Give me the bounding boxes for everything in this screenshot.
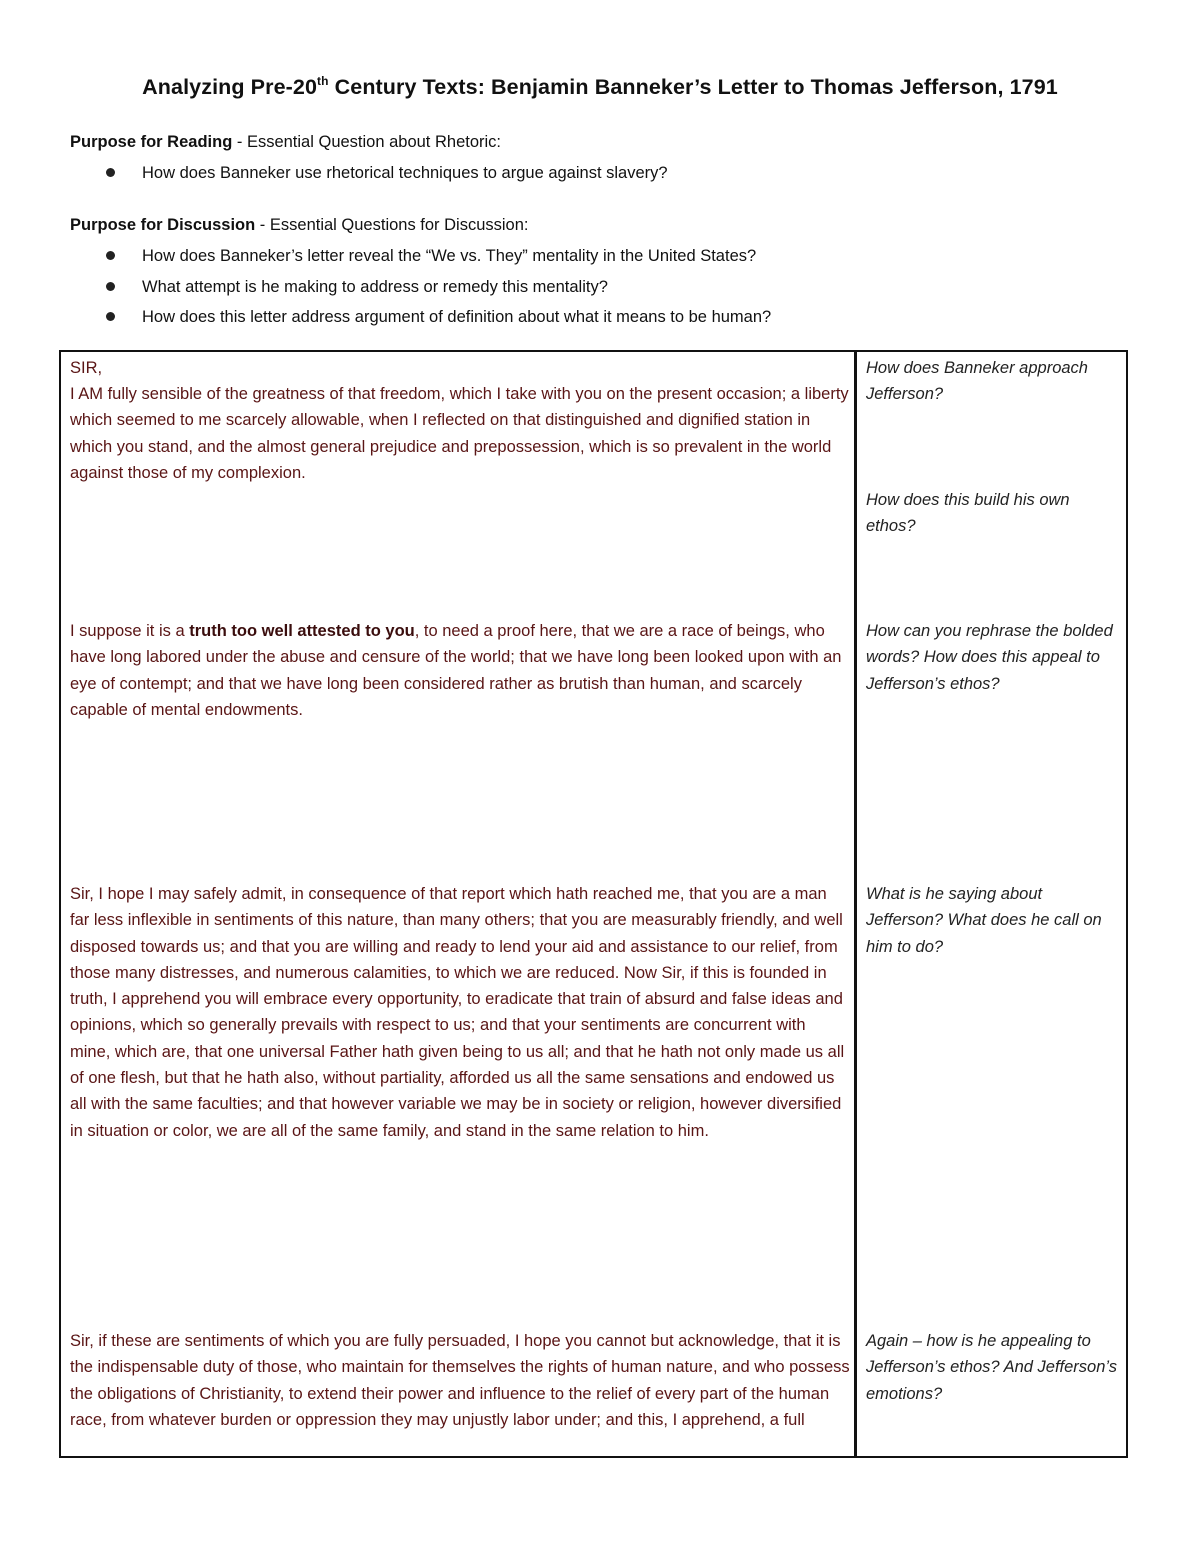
letter-salutation: SIR, (70, 359, 103, 377)
discussion-question: How does Banneker’s letter reveal the “We vs. They” mentality in the United States? (142, 247, 757, 265)
bullet-icon (106, 251, 115, 260)
column-divider (854, 350, 857, 1458)
title-prefix: Analyzing Pre-20 (142, 75, 318, 99)
margin-question-1: How does Banneker approach Jefferson? (866, 359, 1088, 404)
list-item (106, 163, 668, 194)
list-item (106, 277, 771, 308)
list-item (106, 246, 771, 277)
bullet-icon (106, 282, 115, 291)
reading-question: How does Banneker use rhetorical techniques to argue against slavery? (142, 164, 668, 182)
discussion-question: How does this letter address argument of definition about what it means to be human? (142, 308, 772, 326)
page-title (0, 75, 1200, 100)
reading-purpose-text: - Essential Question about Rhetoric: (232, 133, 502, 151)
letter-paragraph-4: Sir, if these are sentiments of which you are fully persuaded, I hope you cannot but acknowledge, that it is the indispensable duty of those, who maintain for themselves the rights of human nature, and who possess the obligations of Christianity, to extend their power and influence to the relief of every part of the human race, from whatever burden or oppression they may unjustly labor under; and this, I apprehend, a full (70, 1332, 850, 1429)
discussion-purpose-text: - Essential Questions for Discussion: (255, 216, 529, 234)
letter-paragraph-3: Sir, I hope I may safely admit, in consequence of that report which hath reached me, that you are a man far less inflexible in sentiments of this nature, than many others; that you are measurably friendly, and well disposed towards us; and that you are willing and ready to lend your aid and assistance to our relief, from those many distresses, and numerous calamities, to which we are reduced. Now Sir, if this is founded in truth, I apprehend you will embrace every opportunity, to eradicate that train of absurd and false ideas and opinions, which so generally prevails with respect to us; and that your sentiments are concurrent with mine, which are, that one universal Father hath given being to us all; and that he hath not only made us all of one flesh, but that he hath also, without partiality, afforded us all the same sensations and endowed us all with the same faculties; and that however variable we may be in society or religion, however diversified in situation or color, we are all of the same family, and stand in the same relation to him. (70, 885, 845, 1140)
letter-paragraph-2 (70, 618, 850, 723)
reading-purpose-heading (70, 133, 501, 152)
title-superscript: th (317, 74, 329, 88)
discussion-purpose-heading (70, 216, 529, 235)
bolded-phrase: truth too well attested to you (189, 622, 415, 640)
bullet-icon (106, 312, 115, 321)
margin-question-5: Again – how is he appealing to Jefferson’s ethos? And Jefferson’s emotions? (866, 1332, 1118, 1403)
paragraph-2-start: I suppose it is a (70, 622, 190, 640)
bullet-icon (106, 168, 115, 177)
discussion-question: What attempt is he making to address or remedy this mentality? (142, 277, 608, 296)
list-item (106, 307, 771, 338)
margin-question-2: How does this build his own ethos? (866, 491, 1070, 536)
letter-paragraph-1: I AM fully sensible of the greatness of that freedom, which I take with you on the present occasion; a liberty which seemed to me scarcely allowable, when I reflected on that distinguished and dignified station in which you stand, and the almost general prejudice and prepossession, which is so prevalent in the world against those of my complexion. (70, 385, 849, 482)
margin-question-3: How can you rephrase the bolded words? How does this appeal to Jefferson’s ethos? (866, 622, 1113, 693)
reading-purpose-label: Purpose for Reading (70, 133, 233, 151)
title-suffix: Century Texts: Benjamin Banneker’s Letter to Thomas Jefferson, 1791 (328, 75, 1058, 99)
discussion-purpose-label: Purpose for Discussion (70, 216, 256, 234)
discussion-question-list (106, 246, 771, 338)
reading-question-list (106, 163, 668, 194)
margin-question-4: What is he saying about Jefferson? What does he call on him to do? (866, 885, 1102, 956)
paragraph-2-end: , to need a proof here, that we are a race of beings, who have long labored under the abuse and censure of the world; that we have long been looked upon with an eye of contempt; and that we have long been considered rather as brutish than human, and scarcely capable of mental endowments. (70, 622, 842, 719)
